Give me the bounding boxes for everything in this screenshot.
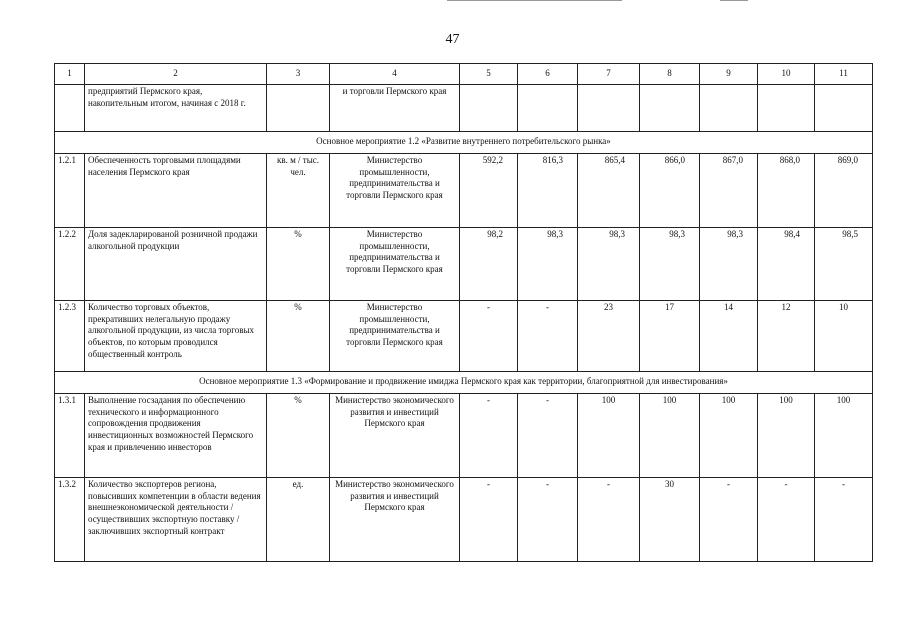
cell-value: 98,2: [460, 228, 518, 301]
cell-value: -: [700, 478, 758, 562]
cell-indicator-name: Количество торговых объектов, прекративших нелегальную продажу алкогольной продукции, из числа торговых объектов, по которым проводился общественный контроль: [85, 301, 267, 372]
cell-indicator-name: Выполнение госзадания по обеспечению технического и информационного сопровождения продвижения инвестиционных возможностей Пермского края и привлечению инвесторов: [85, 394, 267, 478]
cell-value: 14: [700, 301, 758, 372]
cell-value: 12: [758, 301, 815, 372]
cell-num: 1.2.1: [55, 154, 85, 228]
cell-ministry: Министерство промышленности, предпринимательства и торговли Пермского края: [330, 154, 460, 228]
cell-value: -: [815, 478, 873, 562]
cell-indicator-name: Обеспеченность торговыми площадями населения Пермского края: [85, 154, 267, 228]
header-cell: 11: [815, 64, 873, 85]
cell-value: 816,3: [518, 154, 578, 228]
cell-ministry: Министерство экономического развития и инвестиций Пермского края: [330, 394, 460, 478]
cell-value: -: [518, 394, 578, 478]
cell-value: 100: [640, 394, 700, 478]
section-row: [55, 372, 873, 394]
cell-value: [758, 85, 815, 132]
cell-value: 100: [578, 394, 640, 478]
cell-num: 1.2.3: [55, 301, 85, 372]
cell-value: -: [460, 394, 518, 478]
cell-value: -: [460, 301, 518, 372]
cell-ministry: Министерство экономического развития и инвестиций Пермского края: [330, 478, 460, 562]
header-cell: 2: [85, 64, 267, 85]
cell-unit: %: [267, 394, 330, 478]
cell-num: 1.3.2: [55, 478, 85, 562]
table-row-1-3-2: [55, 478, 873, 562]
cell-num: [55, 85, 85, 132]
cell-value: 98,5: [815, 228, 873, 301]
header-cell: 1: [55, 64, 85, 85]
cell-unit: %: [267, 301, 330, 372]
header-cell: 9: [700, 64, 758, 85]
section-row: [55, 132, 873, 154]
cell-value: 869,0: [815, 154, 873, 228]
cell-value: [518, 85, 578, 132]
cell-value: 10: [815, 301, 873, 372]
cell-unit: [267, 85, 330, 132]
cell-unit: ед.: [267, 478, 330, 562]
cell-indicator-name: Количество экспортеров региона, повысивших компетенции в области ведения внешнеэкономической деятельности / осуществивших экспортную поставку / заключивших экспортный контракт: [85, 478, 267, 562]
cell-value: 98,3: [578, 228, 640, 301]
header-cell: 5: [460, 64, 518, 85]
table-row-1-3-1: [55, 394, 873, 478]
cell-unit: %: [267, 228, 330, 301]
cell-value: -: [518, 301, 578, 372]
header-cell: 4: [330, 64, 460, 85]
page-number: 47: [445, 32, 460, 47]
cell-value: 23: [578, 301, 640, 372]
header-cell: 8: [640, 64, 700, 85]
top-rule-left: [447, 0, 622, 1]
cell-value: 98,3: [700, 228, 758, 301]
cell-value: [700, 85, 758, 132]
section-title-1-3: Основное мероприятие 1.3 «Формирование и продвижение имиджа Пермского края как территории, благоприятной для инвестирования»: [55, 372, 873, 394]
table-row-1-2-1: [55, 154, 873, 228]
cell-value: -: [578, 478, 640, 562]
cell-indicator-name: предприятий Пермского края, накопительным итогом, начиная с 2018 г.: [85, 85, 267, 132]
cell-value: [578, 85, 640, 132]
header-cell: 10: [758, 64, 815, 85]
cell-ministry: Министерство промышленности, предпринимательства и торговли Пермского края: [330, 301, 460, 372]
table-row-1-2-2: [55, 228, 873, 301]
cell-value: 17: [640, 301, 700, 372]
header-cell: 7: [578, 64, 640, 85]
cell-value: [640, 85, 700, 132]
cell-value: -: [460, 478, 518, 562]
cell-value: -: [518, 478, 578, 562]
cell-ministry: Министерство промышленности, предпринимательства и торговли Пермского края: [330, 228, 460, 301]
cell-value: 592,2: [460, 154, 518, 228]
cell-num: 1.2.2: [55, 228, 85, 301]
header-cell: 3: [267, 64, 330, 85]
cell-ministry: и торговли Пермского края: [330, 85, 460, 132]
cell-value: [460, 85, 518, 132]
cell-value: 865,4: [578, 154, 640, 228]
header-cell: 6: [518, 64, 578, 85]
cell-value: -: [758, 478, 815, 562]
cell-value: 867,0: [700, 154, 758, 228]
top-rule-right: [720, 0, 748, 1]
table-row-1-2-3: [55, 301, 873, 372]
cell-value: 98,4: [758, 228, 815, 301]
header-row: [55, 64, 873, 85]
section-title-1-2: Основное мероприятие 1.2 «Развитие внутреннего потребительского рынка»: [55, 132, 873, 154]
table-row-continuation: [55, 85, 873, 132]
cell-num: 1.3.1: [55, 394, 85, 478]
cell-value: 100: [758, 394, 815, 478]
cell-unit: кв. м / тыс. чел.: [267, 154, 330, 228]
cell-value: 868,0: [758, 154, 815, 228]
cell-value: 866,0: [640, 154, 700, 228]
cell-value: 100: [815, 394, 873, 478]
cell-value: 98,3: [640, 228, 700, 301]
cell-value: 98,3: [518, 228, 578, 301]
cell-value: [815, 85, 873, 132]
cell-value: 100: [700, 394, 758, 478]
indicators-table: [54, 63, 873, 562]
cell-indicator-name: Доля задекларированой розничной продажи алкогольной продукции: [85, 228, 267, 301]
cell-value: 30: [640, 478, 700, 562]
